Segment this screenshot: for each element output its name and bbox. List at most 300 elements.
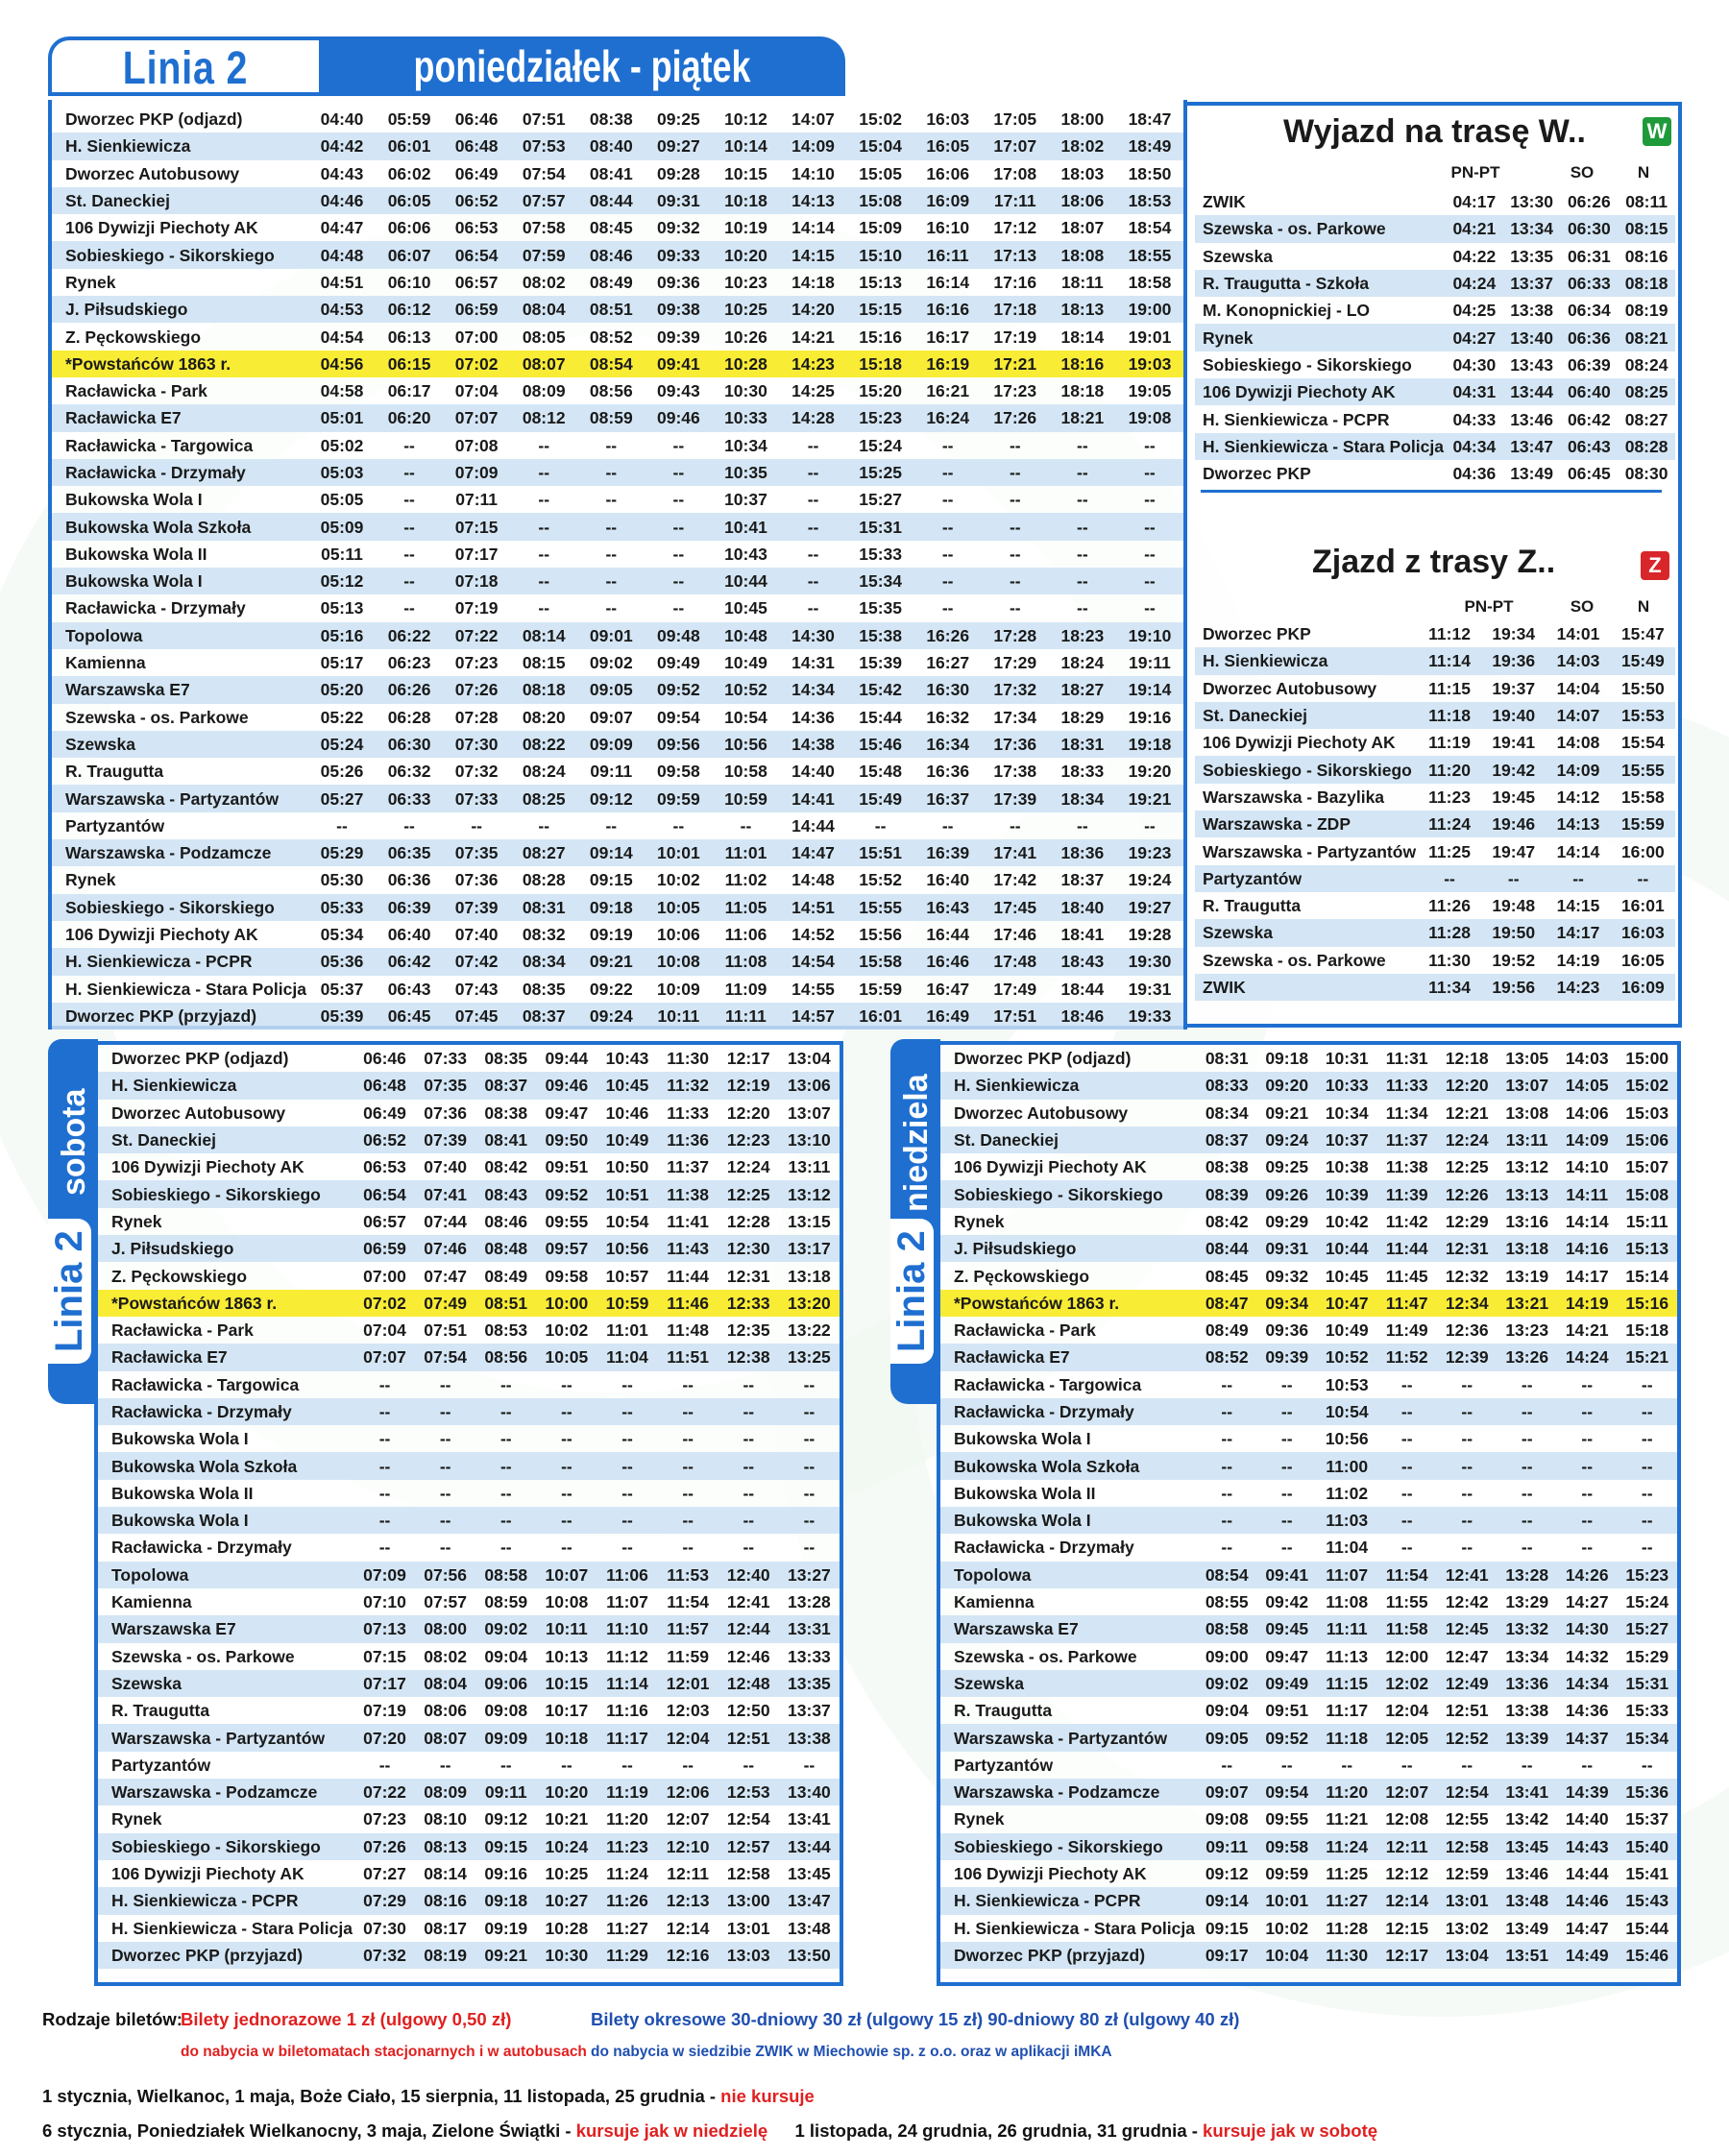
departure-time: 07:46: [415, 1235, 475, 1262]
departure-time: 09:39: [1256, 1344, 1317, 1370]
departure-time: 05:34: [320, 925, 364, 945]
stop-name: Warszawska E7: [940, 1615, 1197, 1642]
departure-time: --: [621, 1374, 633, 1394]
departure-time: 07:23: [454, 653, 499, 673]
departure-time: 06:35: [376, 839, 443, 866]
departure-time: 09:11: [475, 1779, 536, 1805]
departure-time: 10:08: [545, 1592, 589, 1612]
departure-time: 07:44: [424, 1211, 468, 1231]
table-row: [940, 1752, 1677, 1779]
departure-time: 17:48: [982, 948, 1049, 975]
departure-time: 04:25: [1452, 301, 1497, 321]
table-row: [98, 1072, 840, 1099]
stop-name: Szewska - os. Parkowe: [111, 1646, 295, 1666]
departure-time: 08:19: [1624, 301, 1668, 321]
departure-time: 18:24: [1060, 653, 1105, 673]
stop-name: Bukowska Wola II: [111, 1483, 254, 1503]
departure-time: 13:26: [1497, 1344, 1557, 1370]
departure-time: 10:45: [597, 1072, 657, 1099]
departure-time: 04:48: [308, 241, 376, 268]
departure-time: 09:52: [645, 676, 712, 703]
stop-name: Bukowska Wola I: [98, 1507, 354, 1534]
days-title-box: [319, 36, 845, 96]
departure-time: 08:58: [1197, 1615, 1257, 1642]
departure-time: --: [645, 513, 712, 540]
stop-name: Bukowska Wola Szkoła: [940, 1452, 1197, 1479]
table-row: [940, 1779, 1677, 1805]
departure-time: 11:05: [712, 894, 779, 921]
departure-time: 13:10: [779, 1126, 840, 1153]
departure-time: 15:39: [859, 653, 902, 673]
departure-time: 09:55: [1265, 1809, 1309, 1829]
departure-time: 15:37: [1625, 1809, 1669, 1829]
departure-time: 08:27: [510, 839, 577, 866]
wyjazd-table: [1195, 188, 1675, 487]
departure-time: 14:01: [1556, 624, 1600, 644]
departure-time: 07:58: [522, 218, 566, 238]
departure-time: --: [803, 1538, 816, 1558]
stop-name: Bukowska Wola I: [954, 1429, 1091, 1449]
departure-time: --: [807, 435, 819, 455]
departure-time: 04:42: [308, 133, 376, 159]
departure-time: 11:52: [1376, 1344, 1437, 1370]
departure-time: 10:18: [712, 187, 779, 214]
saturday-line-label: Linia 2: [48, 1219, 91, 1364]
departure-time: 10:54: [724, 707, 767, 727]
departure-time: 14:09: [1546, 756, 1610, 783]
departure-time: --: [1557, 1398, 1618, 1425]
departure-time: 05:20: [308, 676, 376, 703]
departure-time: 15:59: [1611, 811, 1675, 837]
departure-time: 07:30: [443, 731, 510, 758]
departure-time: 09:24: [1256, 1126, 1317, 1153]
departure-time: 15:54: [1620, 733, 1665, 753]
departure-time: --: [1521, 1374, 1533, 1394]
departure-time: 11:47: [1376, 1290, 1437, 1317]
table-row: [940, 1805, 1677, 1832]
departure-time: 11:07: [606, 1592, 648, 1612]
departure-time: --: [378, 1538, 391, 1558]
departure-time: --: [439, 1538, 451, 1558]
departure-time: 11:01: [712, 839, 779, 866]
departure-time: 16:30: [914, 676, 982, 703]
departure-time: 15:36: [1617, 1779, 1677, 1805]
departure-time: 08:24: [1624, 354, 1668, 375]
period-tickets: Bilety okresowe 30-dniowy 30 zł (ulgowy 15 zł) 90-dniowy 80 zł (ulgowy 40 zł): [591, 2009, 1240, 2029]
departure-time: 10:27: [536, 1887, 597, 1914]
table-row: [98, 1100, 840, 1126]
departure-time: 12:31: [1437, 1235, 1498, 1262]
departure-time: 05:22: [320, 707, 364, 727]
table-row: [52, 187, 1183, 214]
departure-time: 10:52: [712, 676, 779, 703]
stop-name: 106 Dywizji Piechoty AK: [954, 1157, 1147, 1177]
table-row: [1195, 892, 1675, 919]
departure-time: 16:36: [926, 762, 970, 782]
departure-time: 05:30: [320, 870, 364, 890]
departure-time: --: [475, 1398, 536, 1425]
departure-time: 15:35: [859, 598, 902, 618]
stop-name: Warszawska - Bazylika: [1203, 787, 1385, 807]
table-row: [52, 731, 1183, 758]
departure-time: --: [682, 1538, 694, 1558]
departure-time: 09:18: [577, 894, 645, 921]
departure-time: 08:21: [1618, 324, 1675, 351]
departure-time: 06:06: [387, 218, 431, 238]
departure-time: 14:57: [780, 1003, 847, 1030]
departure-time: 19:41: [1492, 733, 1536, 753]
departure-time: --: [1341, 1755, 1353, 1775]
departure-time: 05:26: [320, 762, 364, 782]
departure-time: 08:35: [522, 979, 566, 999]
stop-name: Rynek: [65, 272, 116, 292]
departure-time: 15:34: [847, 568, 914, 594]
departure-time: 08:58: [475, 1562, 536, 1588]
departure-time: 13:47: [779, 1887, 840, 1914]
departure-time: --: [645, 459, 712, 486]
departure-time: 08:10: [424, 1809, 468, 1829]
departure-time: --: [1641, 1538, 1653, 1558]
departure-time: --: [577, 513, 645, 540]
departure-time: 18:02: [1049, 133, 1116, 159]
departure-time: 09:31: [645, 187, 712, 214]
departure-time: 11:12: [1428, 624, 1471, 644]
departure-time: 07:29: [354, 1887, 415, 1914]
stop-name: Bukowska Wola II: [65, 544, 207, 564]
departure-time: 07:04: [454, 381, 499, 401]
departure-time: 10:01: [1256, 1887, 1317, 1914]
departure-time: --: [403, 544, 415, 564]
departure-time: --: [354, 1452, 415, 1479]
departure-time: 10:35: [712, 459, 779, 486]
stop-name: H. Sienkiewicza - PCPR: [940, 1887, 1197, 1914]
departure-time: 09:49: [657, 653, 700, 673]
stop-name: Dworzec Autobusowy: [65, 163, 240, 183]
departure-time: 13:38: [1510, 301, 1553, 321]
departure-time: 10:21: [545, 1809, 589, 1829]
departure-time: --: [597, 1398, 657, 1425]
departure-time: 15:13: [859, 272, 902, 292]
schedule-header: [48, 36, 845, 96]
departure-time: 10:23: [724, 272, 767, 292]
departure-time: --: [1581, 1374, 1594, 1394]
departure-time: 06:23: [387, 653, 431, 673]
departure-time: 05:02: [320, 435, 364, 455]
departure-time: 08:24: [522, 762, 566, 782]
departure-time: --: [682, 1483, 694, 1503]
departure-time: --: [1116, 513, 1183, 540]
departure-time: 12:32: [1445, 1266, 1489, 1286]
table-row: [1195, 297, 1675, 324]
departure-time: 11:38: [1385, 1157, 1428, 1177]
departure-time: --: [378, 1374, 391, 1394]
departure-time: 14:17: [1565, 1266, 1609, 1286]
stop-name: *Powstańców 1863 r.: [52, 351, 308, 377]
departure-time: 13:49: [1505, 1918, 1549, 1938]
departure-time: 08:04: [510, 296, 577, 323]
departure-time: 09:45: [1256, 1615, 1317, 1642]
departure-time: --: [605, 435, 618, 455]
departure-time: 05:09: [308, 513, 376, 540]
stop-name: Szewska - os. Parkowe: [65, 707, 249, 727]
departure-time: 08:34: [510, 948, 577, 975]
departure-time: --: [658, 1398, 718, 1425]
table-row: [1195, 215, 1675, 242]
single-tickets: Bilety jednorazowe 1 zł (ulgowy 0,50 zł): [181, 2009, 512, 2029]
departure-time: 08:59: [577, 404, 645, 431]
departure-time: 18:27: [1049, 676, 1116, 703]
departure-time: 12:13: [658, 1887, 718, 1914]
departure-time: 14:48: [791, 870, 835, 890]
departure-time: 08:27: [1624, 409, 1668, 429]
departure-time: 14:28: [780, 404, 847, 431]
departure-time: 14:07: [791, 109, 835, 130]
departure-time: 09:41: [645, 351, 712, 377]
departure-time: 04:46: [308, 187, 376, 214]
departure-time: 19:23: [1116, 839, 1183, 866]
departure-time: 16:03: [1611, 919, 1675, 946]
departure-time: --: [471, 815, 482, 836]
departure-time: 09:52: [536, 1180, 597, 1207]
table-row: [1195, 460, 1675, 487]
departure-time: 14:30: [1557, 1615, 1618, 1642]
departure-time: 11:43: [658, 1235, 718, 1262]
departure-time: 19:24: [1128, 870, 1172, 890]
departure-time: --: [439, 1374, 451, 1394]
stop-name: Szewska - os. Parkowe: [1195, 215, 1446, 242]
departure-time: 19:01: [1128, 327, 1172, 347]
departure-time: 06:13: [387, 327, 431, 347]
stop-name: R. Traugutta - Szkoła: [1195, 270, 1446, 297]
departure-time: 10:53: [1325, 1374, 1369, 1394]
departure-time: --: [645, 568, 712, 594]
departure-time: 07:39: [443, 894, 510, 921]
departure-time: 08:37: [1197, 1126, 1257, 1153]
departure-time: --: [982, 568, 1049, 594]
departure-time: --: [1461, 1429, 1473, 1449]
departure-time: 13:40: [1503, 324, 1561, 351]
departure-time: 14:14: [1565, 1211, 1609, 1231]
departure-time: 12:44: [718, 1615, 779, 1642]
stop-name: Racławicka E7: [940, 1344, 1197, 1370]
table-row: [52, 812, 1183, 839]
departure-time: 19:20: [1128, 762, 1172, 782]
departure-time: 14:04: [1556, 678, 1600, 698]
departure-time: 11:13: [1326, 1646, 1369, 1666]
departure-time: 06:45: [1567, 464, 1611, 484]
departure-time: --: [378, 1755, 391, 1775]
table-row: [98, 1670, 840, 1697]
departure-time: 09:58: [545, 1266, 589, 1286]
departure-time: 09:46: [536, 1072, 597, 1099]
departure-time: --: [536, 1452, 597, 1479]
departure-time: 12:58: [726, 1864, 770, 1884]
zjazd-col-pnpt: PN-PT: [1464, 597, 1514, 616]
stop-name: J. Piłsudskiego: [98, 1235, 354, 1262]
departure-time: 16:40: [926, 870, 970, 890]
departure-time: 11:48: [667, 1320, 710, 1341]
departure-time: 15:03: [1625, 1102, 1669, 1123]
departure-time: 15:00: [1625, 1049, 1669, 1069]
departure-time: 05:03: [308, 459, 376, 486]
table-row: [52, 106, 1183, 133]
departure-time: 13:29: [1505, 1592, 1549, 1612]
departure-time: 15:49: [847, 785, 914, 812]
departure-time: 12:38: [718, 1344, 779, 1370]
departure-time: 15:16: [1617, 1290, 1677, 1317]
departure-time: 06:22: [376, 622, 443, 649]
departure-time: 13:12: [1505, 1157, 1549, 1177]
table-row: [98, 1805, 840, 1832]
departure-time: 13:34: [1505, 1646, 1549, 1666]
departure-time: --: [914, 568, 982, 594]
departure-time: 14:11: [1557, 1180, 1618, 1207]
departure-time: 16:43: [914, 894, 982, 921]
departure-time: 08:39: [1197, 1180, 1257, 1207]
days-title: poniedziałek - piątek: [413, 41, 751, 91]
departure-time: 10:42: [1325, 1211, 1369, 1231]
departure-time: --: [718, 1507, 779, 1534]
departure-time: 11:24: [606, 1864, 648, 1884]
stop-name: Dworzec PKP: [1203, 624, 1311, 644]
departure-time: 11:39: [1376, 1180, 1437, 1207]
departure-time: 11:42: [1385, 1211, 1428, 1231]
departure-time: 05:59: [387, 109, 431, 130]
departure-time: --: [605, 544, 618, 564]
departure-time: 15:07: [1625, 1157, 1669, 1177]
table-row: [52, 377, 1183, 404]
departure-time: --: [1009, 544, 1021, 564]
departure-time: --: [376, 459, 443, 486]
departure-time: 07:59: [510, 241, 577, 268]
departure-time: 06:39: [1567, 354, 1611, 375]
departure-time: 07:54: [522, 163, 566, 183]
departure-time: 10:15: [724, 163, 767, 183]
departure-time: 07:19: [363, 1701, 406, 1721]
departure-time: --: [336, 815, 348, 836]
departure-time: 16:10: [926, 218, 970, 238]
departure-time: 16:05: [1620, 950, 1665, 970]
departure-time: 11:15: [1317, 1670, 1377, 1697]
departure-time: 09:01: [577, 622, 645, 649]
stop-name: Racławicka E7: [52, 404, 308, 431]
departure-time: 09:47: [1265, 1646, 1309, 1666]
departure-time: 09:33: [645, 241, 712, 268]
departure-time: 17:39: [982, 785, 1049, 812]
stop-name: Dworzec PKP (przyjazd): [940, 1942, 1197, 1969]
departure-time: 14:24: [1557, 1344, 1618, 1370]
departure-time: 09:11: [1197, 1833, 1257, 1860]
departure-time: 08:09: [415, 1779, 475, 1805]
departure-time: 11:36: [658, 1126, 718, 1153]
stop-name: Sobieskiego - Sikorskiego: [940, 1833, 1197, 1860]
departure-time: 14:43: [1557, 1833, 1618, 1860]
departure-time: 07:08: [454, 435, 499, 455]
departure-time: 12:36: [1445, 1320, 1489, 1341]
departure-time: 15:24: [859, 435, 902, 455]
departure-time: 10:43: [724, 544, 767, 564]
departure-time: 10:02: [657, 870, 700, 890]
departure-time: --: [415, 1507, 475, 1534]
departure-time: 11:34: [1385, 1102, 1428, 1123]
departure-time: 13:49: [1510, 464, 1553, 484]
departure-time: 10:26: [724, 327, 767, 347]
departure-time: 07:15: [443, 513, 510, 540]
departure-time: 15:31: [847, 513, 914, 540]
departure-time: 12:28: [726, 1211, 770, 1231]
departure-time: 06:42: [1567, 409, 1611, 429]
departure-time: --: [376, 513, 443, 540]
stop-name: Topolowa: [98, 1562, 354, 1588]
departure-time: 07:26: [443, 676, 510, 703]
stop-name: Sobieskiego - Sikorskiego: [52, 241, 308, 268]
departure-time: 09:31: [1256, 1235, 1317, 1262]
departure-time: 10:49: [1325, 1320, 1369, 1341]
stop-name: H. Sienkiewicza - Stara Policja: [111, 1918, 353, 1938]
departure-time: 18:16: [1049, 351, 1116, 377]
departure-time: --: [439, 1755, 451, 1775]
departure-time: 18:00: [1060, 109, 1105, 130]
table-row: [1195, 784, 1675, 811]
departure-time: 14:40: [791, 762, 835, 782]
departure-time: 18:18: [1060, 381, 1105, 401]
zjazd-col-n: N: [1637, 597, 1650, 616]
departure-time: 12:17: [726, 1049, 770, 1069]
departure-time: 15:05: [859, 163, 902, 183]
stop-name: H. Sienkiewicza - Stara Policja: [65, 979, 306, 999]
departure-time: 06:30: [1560, 215, 1618, 242]
stop-name: R. Traugutta: [1203, 896, 1302, 916]
departure-time: --: [658, 1507, 718, 1534]
stop-name: Racławicka - Drzymały: [111, 1538, 292, 1558]
departure-time: 08:16: [415, 1887, 475, 1914]
departure-time: --: [803, 1374, 816, 1394]
departure-time: 12:04: [1385, 1701, 1429, 1721]
departure-time: 15:04: [847, 133, 914, 159]
departure-time: 07:51: [424, 1320, 468, 1341]
departure-time: --: [1077, 435, 1088, 455]
departure-time: --: [1418, 865, 1481, 892]
stop-name: Dworzec PKP (odjazd): [111, 1049, 289, 1069]
departure-time: 06:05: [376, 187, 443, 214]
departure-time: --: [510, 513, 577, 540]
departure-time: 12:30: [718, 1235, 779, 1262]
departure-time: 10:18: [536, 1724, 597, 1751]
departure-time: --: [672, 815, 685, 836]
departure-time: 16:09: [914, 187, 982, 214]
departure-time: 07:41: [415, 1180, 475, 1207]
departure-time: 10:25: [712, 296, 779, 323]
departure-time: --: [1049, 459, 1116, 486]
departure-time: 06:46: [363, 1049, 406, 1069]
departure-time: 07:23: [363, 1809, 406, 1829]
departure-time: --: [1617, 1452, 1677, 1479]
stop-name: Dworzec PKP: [1203, 464, 1311, 484]
stop-name: Warszawska - Podzamcze: [98, 1779, 354, 1805]
departure-time: 10:59: [597, 1290, 657, 1317]
departure-time: 13:41: [788, 1809, 831, 1829]
departure-time: --: [1557, 1507, 1618, 1534]
stop-name: R. Traugutta: [65, 762, 164, 782]
departure-time: 04:33: [1452, 409, 1497, 429]
departure-time: --: [1581, 1429, 1594, 1449]
departure-time: 06:46: [454, 109, 499, 130]
departure-time: 09:25: [1265, 1157, 1309, 1177]
departure-time: 10:13: [545, 1646, 589, 1666]
stop-name: Racławicka - Drzymały: [940, 1398, 1197, 1425]
departure-time: 11:23: [1428, 787, 1471, 807]
table-row: [98, 1724, 840, 1751]
